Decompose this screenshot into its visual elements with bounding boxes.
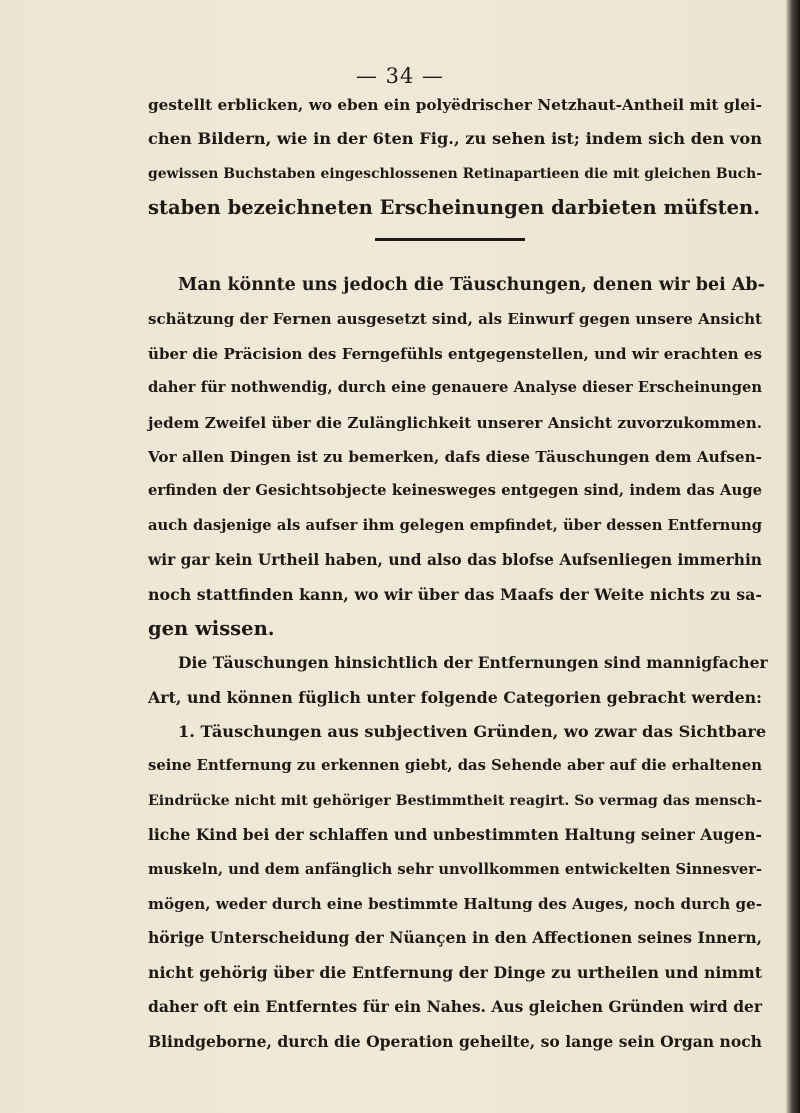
text-line: gestellt erblicken, wo eben ein polyëdrischer Netzhaut-Antheil mit glei-: [148, 96, 762, 114]
text-line: über die Präcision des Ferngefühls entgegenstellen, und wir erachten es: [148, 344, 762, 363]
text-line: schätzung der Fernen ausgesetzt sind, als Einwurf gegen unsere Ansicht: [148, 310, 762, 329]
text-line: wir gar kein Urtheil haben, und also das blofse Aufsenliegen immerhin: [148, 551, 762, 570]
text-line: gewissen Buchstaben eingeschlossenen Retinapartieen die mit gleichen Buch-: [148, 165, 762, 182]
paragraph-continuation: [148, 88, 762, 226]
text-line: gen wissen.: [148, 616, 275, 640]
text-line: Man könnte uns jedoch die Täuschungen, denen wir bei Ab-: [178, 275, 765, 295]
text-line: jedem Zweifel über die Zulänglichkeit unserer Ansicht zuvorzukommen.: [148, 413, 762, 432]
page-edge-shadow: [786, 0, 800, 1113]
text-line: auch dasjenige als aufser ihm gelegen empfindet, über dessen Entfernung: [148, 516, 762, 534]
text-line: mögen, weder durch eine bestimmte Haltung des Auges, noch durch ge-: [148, 895, 762, 914]
text-line: hörige Unterscheidung der Nüançen in den Affectionen seines Innern,: [148, 928, 762, 948]
text-line: staben bezeichneten Erscheinungen darbieten müfsten.: [148, 196, 761, 220]
section-divider: [375, 238, 525, 241]
text-line: seine Entfernung zu erkennen giebt, das Sehende aber auf die erhaltenen: [148, 757, 762, 775]
text-line: Art, und können füglich unter folgende Categorien gebracht werden:: [148, 687, 762, 707]
text-line: Die Täuschungen hinsichtlich der Entfernungen sind mannigfacher: [178, 653, 768, 673]
text-line: nicht gehörig über die Entfernung der Dinge zu urtheilen und nimmt: [148, 962, 762, 982]
text-line: daher oft ein Entferntes für ein Nahes. Aus gleichen Gründen wird der: [148, 997, 762, 1017]
text-line: erfinden der Gesichtsobjecte keinesweges entgegen sind, indem das Auge: [148, 482, 762, 500]
text-line: chen Bildern, wie in der 6ten Fig., zu sehen ist; indem sich den von: [148, 129, 762, 149]
text-line: Blindgeborne, durch die Operation geheilte, so lange sein Organ noch: [148, 1031, 762, 1051]
text-line: daher für nothwendig, durch eine genauere Analyse dieser Erscheinungen: [148, 379, 762, 397]
text-line: noch stattfinden kann, wo wir über das Maafs der Weite nichts zu sa-: [148, 584, 762, 604]
text-line: 1. Täuschungen aus subjectiven Gründen, wo zwar das Sichtbare: [178, 722, 767, 742]
text-line: Vor allen Dingen ist zu bemerken, dafs diese Täuschungen dem Aufsen-: [148, 447, 762, 466]
text-line: muskeln, und dem anfänglich sehr unvollkommen entwickelten Sinnesver-: [148, 860, 762, 878]
text-line: liche Kind bei der schlaffen und unbestimmten Haltung seiner Augen-: [148, 825, 762, 845]
page-number: — 34 —: [355, 64, 445, 88]
paragraph-illusions-objection: [148, 268, 768, 1059]
text-line: Eindrücke nicht mit gehöriger Bestimmtheit reagirt. So vermag das mensch-: [148, 792, 762, 809]
